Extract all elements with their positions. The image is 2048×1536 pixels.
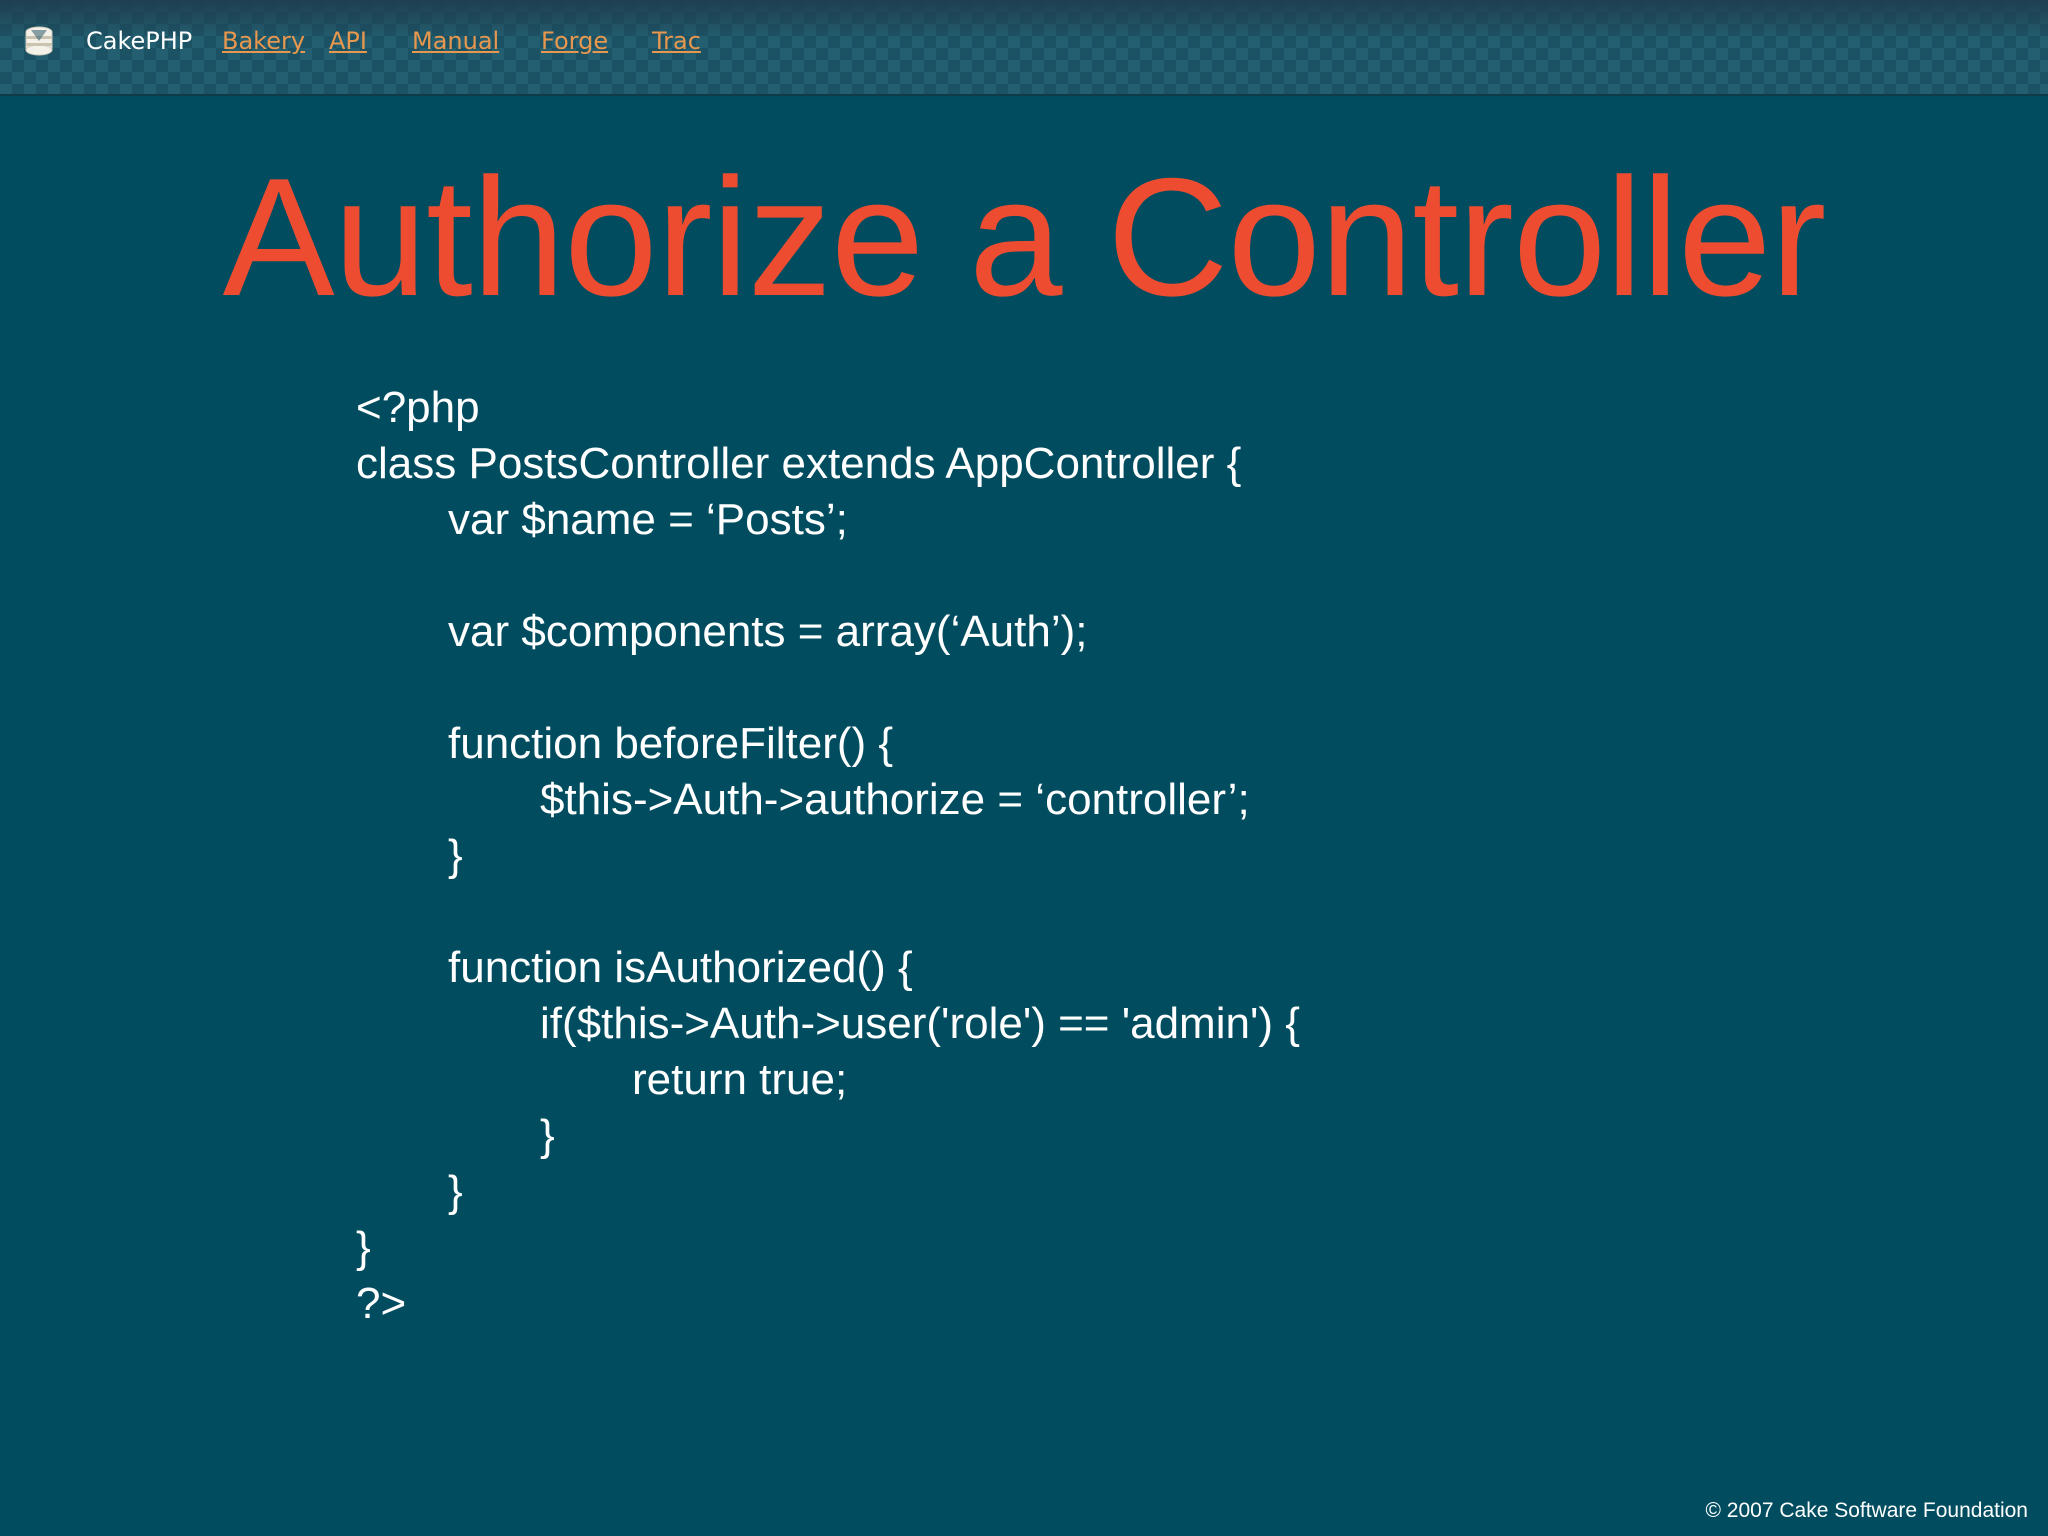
nav-link-forge[interactable]: Forge — [541, 27, 609, 55]
code-line: return true; — [632, 1055, 848, 1104]
code-line: function isAuthorized() { — [448, 943, 913, 992]
nav-link-manual[interactable]: Manual — [412, 27, 500, 55]
code-line: var $name = ‘Posts’; — [448, 495, 848, 544]
brand-name[interactable]: CakePHP — [86, 27, 193, 55]
copyright-footer: © 2007 Cake Software Foundation — [1705, 1499, 2028, 1522]
code-line: $this->Auth->authorize = ‘controller’; — [540, 775, 1250, 824]
nav-link-trac[interactable]: Trac — [652, 27, 701, 55]
code-line: if($this->Auth->user('role') == 'admin') { — [540, 999, 1300, 1048]
code-line: } — [448, 1167, 463, 1216]
nav-link-api[interactable]: API — [329, 27, 367, 55]
slide-title: Authorize a Controller — [222, 143, 1826, 331]
code-line: function beforeFilter() { — [448, 719, 894, 768]
code-line: } — [448, 831, 463, 880]
nav-link-bakery[interactable]: Bakery — [222, 27, 306, 55]
code-line: <?php — [356, 383, 480, 432]
top-navigation-bar — [0, 0, 2048, 96]
code-line: } — [540, 1111, 555, 1160]
code-line: ?> — [356, 1279, 407, 1328]
cakephp-logo-icon[interactable] — [22, 24, 56, 58]
code-line: var $components = array(‘Auth’); — [448, 607, 1088, 656]
code-line: } — [356, 1223, 371, 1272]
code-line: class PostsController extends AppController { — [356, 439, 1242, 488]
